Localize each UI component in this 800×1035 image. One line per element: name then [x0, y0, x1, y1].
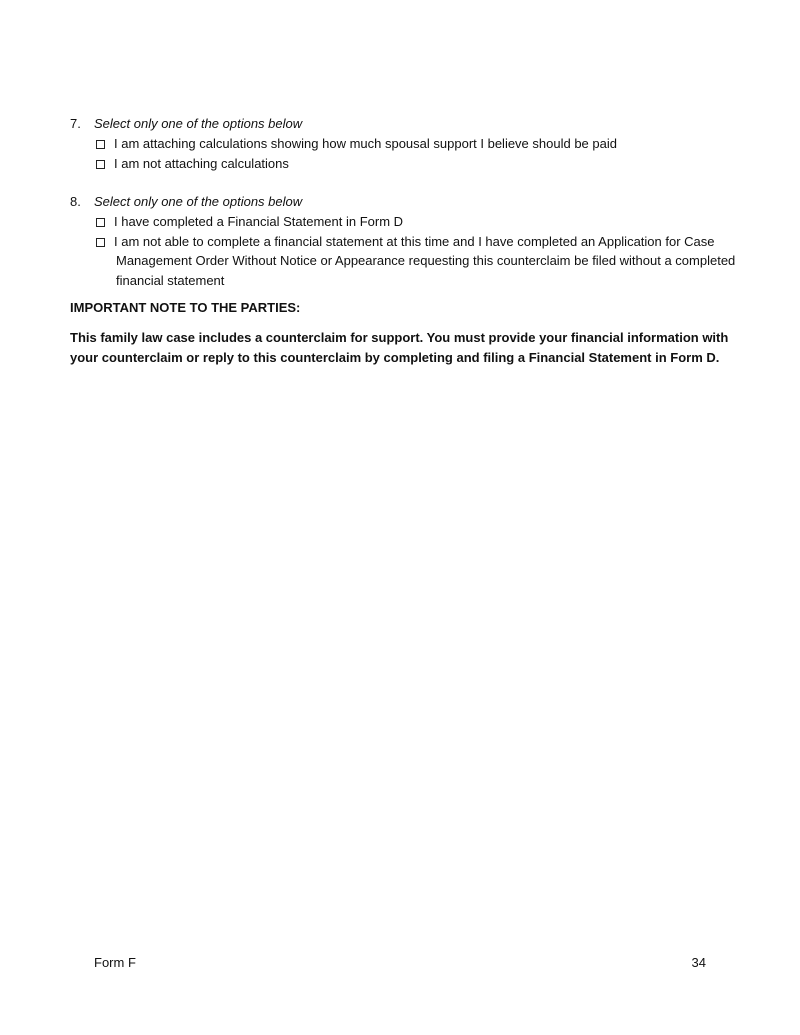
checkbox[interactable]: [96, 238, 105, 247]
question-number: 7.: [70, 116, 81, 131]
question-8: [70, 192, 740, 290]
footer-form-name: Form F: [94, 955, 136, 970]
question-7-header: [70, 114, 740, 134]
option-financial-statement-completed[interactable]: [70, 212, 740, 232]
option-label: I am not attaching calculations: [114, 155, 289, 171]
option-label: I am not able to complete a financial statement at this time and I have completed an Application for Case Management Order Without Notice or Appearance requesting this counterclaim be filed without a completed financial statement: [114, 233, 736, 288]
footer-page-number: 34: [691, 955, 706, 970]
option-financial-statement-not-completed[interactable]: [70, 232, 740, 291]
important-note-heading: IMPORTANT NOTE TO THE PARTIES:: [70, 300, 301, 315]
option-attaching-calculations[interactable]: [70, 134, 740, 154]
question-prompt: Select only one of the options below: [94, 116, 303, 131]
important-note-body: This family law case includes a counterclaim for support. You must provide your financial information with your counterclaim or reply to this counterclaim by completing and filing a Financial Statement in Form D.: [70, 330, 729, 365]
checkbox[interactable]: [96, 160, 105, 169]
option-label: I have completed a Financial Statement in Form D: [114, 214, 404, 229]
option-not-attaching-calculations[interactable]: [70, 154, 740, 174]
question-number: 8.: [70, 194, 81, 209]
option-label: I am attaching calculations showing how much spousal support I believe should be paid: [114, 136, 617, 151]
question-8-header: [70, 192, 740, 212]
checkbox[interactable]: [96, 218, 105, 227]
checkbox[interactable]: [96, 140, 105, 149]
question-7: [70, 114, 740, 173]
question-prompt: Select only one of the options below: [94, 194, 303, 209]
